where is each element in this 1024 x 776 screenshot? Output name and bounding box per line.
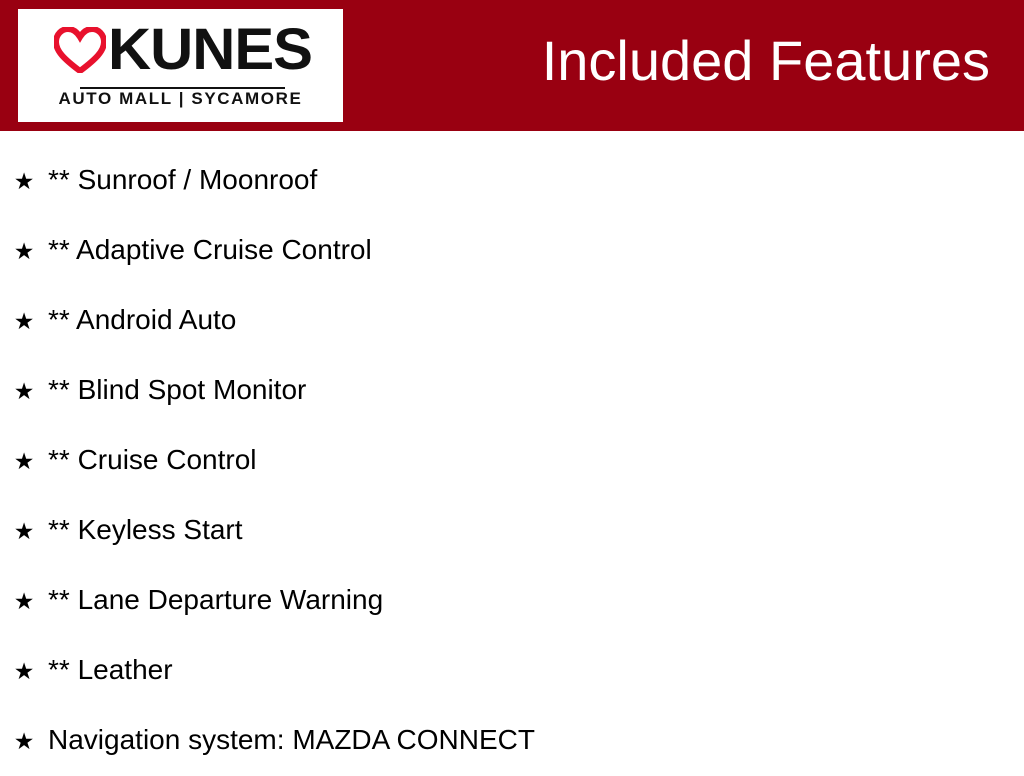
heart-icon [54,27,106,73]
feature-label: ** Android Auto [48,304,237,335]
list-item [0,285,1024,355]
list-item [0,495,1024,565]
logo-tagline: AUTO MALL | SYCAMORE [58,89,303,108]
list-item [0,565,1024,635]
feature-label: ** Adaptive Cruise Control [48,234,372,265]
list-item [0,215,1024,285]
list-item [0,145,1024,215]
list-item [0,705,1024,775]
feature-label: ** Cruise Control [48,444,257,475]
feature-label: ** Leather [48,654,173,685]
star-icon: ★ [13,448,35,474]
feature-label: ** Keyless Start [48,514,243,545]
star-icon: ★ [13,308,35,334]
star-icon: ★ [13,238,35,264]
star-icon: ★ [13,518,35,544]
logo-brand-text: KUNES [108,17,313,82]
feature-label: ** Blind Spot Monitor [48,374,307,405]
star-icon: ★ [13,588,35,614]
dealer-logo [18,9,343,122]
list-item [0,635,1024,705]
feature-label: Navigation system: MAZDA CONNECT [48,724,535,755]
header-banner [0,0,1024,131]
list-item [0,355,1024,425]
logo-wordmark [18,13,343,87]
star-icon: ★ [13,168,35,194]
page-title: Included Features [541,29,990,92]
features-list [0,131,1024,775]
star-icon: ★ [13,378,35,404]
list-item [0,425,1024,495]
feature-label: ** Sunroof / Moonroof [48,164,318,195]
feature-label: ** Lane Departure Warning [48,584,384,615]
star-icon: ★ [13,658,35,684]
star-icon: ★ [13,728,35,754]
